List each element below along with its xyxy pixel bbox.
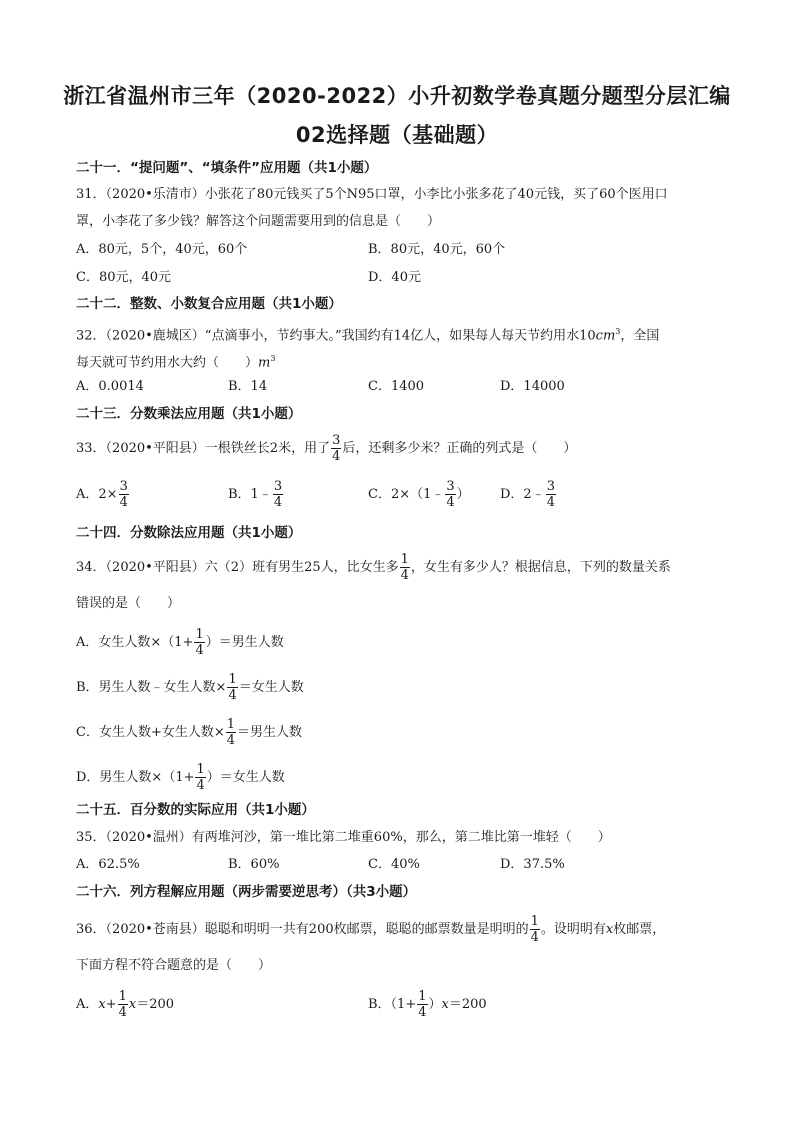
fraction-3-4	[273, 479, 283, 510]
question-35-option-c: C．40%	[368, 857, 420, 872]
question-31-line-2: 罩，小李花了多少钱？解答这个问题需要用到的信息是（ ）	[76, 214, 441, 229]
section-heading-25: 二十五．百分数的实际应用（共1小题）	[76, 802, 315, 818]
fraction-1-4	[118, 989, 128, 1020]
question-33	[76, 433, 576, 464]
option-text: D．2﹣	[500, 487, 545, 502]
option-text: A．2×	[76, 487, 118, 502]
question-34-option-a	[76, 627, 284, 658]
option-text-end: ＝200	[136, 997, 175, 1012]
fraction-1-4	[417, 989, 427, 1020]
fraction-numerator: 1	[226, 717, 236, 732]
fraction-numerator: 3	[332, 433, 341, 448]
option-text: A．女生人数×（1+	[76, 635, 194, 650]
question-34-text-b: ，女生有多少人？根据信息，下列的数量关系	[410, 560, 671, 575]
fraction-numerator: 1	[530, 914, 539, 929]
page-subtitle: 02选择题（基础题）	[295, 123, 499, 147]
unit-cm: cm	[595, 328, 616, 344]
fraction-3-4	[119, 479, 129, 510]
fraction-1-4	[400, 552, 410, 583]
fraction-numerator: 3	[273, 479, 283, 494]
question-33-option-a	[76, 479, 130, 510]
question-35-option-d: D．37.5%	[500, 857, 565, 872]
fraction-1-4	[227, 672, 237, 703]
question-34-option-c	[76, 717, 302, 748]
question-36-text-c: 枚邮票，	[613, 922, 666, 937]
plus-sign: +	[105, 997, 117, 1012]
question-33-text-a: 33．（2020•平阳县）一根铁丝长2米，用了	[76, 441, 331, 456]
fraction-numerator: 1	[400, 552, 409, 567]
question-34-option-d	[76, 762, 285, 793]
option-text-end: ＝男生人数	[237, 725, 303, 740]
option-text: A．	[76, 997, 99, 1012]
question-31-option-d: D．40元	[368, 270, 421, 285]
variable-x: x	[98, 997, 106, 1012]
question-32-text-c: 每天就可节约用水大约（ ）	[76, 355, 259, 371]
option-text-end: ）＝男生人数	[205, 635, 284, 650]
question-31-option-b: B．80元，40元，60个	[368, 242, 506, 257]
question-33-option-d	[500, 479, 557, 510]
question-32-option-a: A．0.0014	[76, 379, 144, 394]
option-text-end: ）	[456, 487, 470, 502]
question-34-line-1	[76, 552, 671, 583]
option-text: C．2×（1﹣	[368, 487, 445, 502]
question-34-line-2: 错误的是（ ）	[76, 596, 181, 611]
section-heading-22: 二十二．整数、小数复合应用题（共1小题）	[76, 296, 342, 312]
question-32-text-a: 32．（2020•鹿城区）“点滴事小，节约事大。”我国约有14亿人，如果每人每天节约用水10	[76, 328, 596, 344]
fraction-denominator: 4	[273, 495, 283, 510]
unit-m: m	[258, 355, 271, 371]
unit-cm-exponent: 3	[615, 327, 621, 336]
fraction-denominator: 4	[226, 733, 236, 748]
section-heading-23: 二十三．分数乘法应用题（共1小题）	[76, 406, 302, 422]
option-text-mid: ）	[428, 997, 442, 1012]
question-36-line-2: 下面方程不符合题意的是（ ）	[76, 958, 272, 973]
fraction-3-4	[445, 479, 455, 510]
fraction-1-4	[195, 762, 205, 793]
option-text: B．男生人数﹣女生人数×	[76, 680, 227, 695]
fraction-numerator: 3	[546, 479, 555, 494]
question-36-option-b	[368, 989, 487, 1020]
question-35: 35．（2020•温州）有两堆河沙，第一堆比第二堆重60%，那么，第二堆比第一堆轻（ ）	[76, 830, 611, 845]
question-36-option-a	[76, 989, 174, 1020]
question-32-option-b: B．14	[228, 379, 268, 394]
option-text-end: ＝女生人数	[238, 680, 304, 695]
fraction-numerator: 1	[196, 762, 205, 777]
fraction-numerator: 1	[228, 672, 237, 687]
question-36-text-b: 。设明明有	[540, 922, 606, 937]
fraction-denominator: 4	[332, 449, 341, 464]
variable-x: x	[441, 997, 449, 1012]
fraction-numerator: 3	[446, 479, 455, 494]
question-31-line-1: 31．（2020•乐清市）小张花了80元钱买了5个N95口罩，小李比小张多花了40元钱，买了60个医用口	[76, 187, 668, 202]
question-36-line-1	[76, 914, 665, 945]
question-31-option-c: C．80元，40元	[76, 270, 172, 285]
option-text: B．1﹣	[228, 487, 272, 502]
question-33-text-b: 后，还剩多少米？正确的列式是（ ）	[342, 441, 577, 456]
question-32-text-b: ，全国	[620, 328, 660, 344]
option-text: B．（1+	[368, 997, 417, 1012]
fraction-denominator: 4	[196, 778, 205, 793]
fraction-1-4	[530, 914, 540, 945]
fraction-numerator: 3	[119, 479, 128, 494]
option-text-end: ＝200	[448, 997, 487, 1012]
question-32-option-d: D．14000	[500, 379, 565, 394]
question-35-option-b: B．60%	[228, 857, 280, 872]
fraction-1-4	[194, 627, 204, 658]
section-heading-21: 二十一．“提问题”、“填条件”应用题（共1小题）	[76, 160, 378, 176]
fraction-denominator: 4	[195, 643, 204, 658]
fraction-numerator: 1	[118, 989, 127, 1004]
section-heading-26: 二十六．列方程解应用题（两步需要逆思考）（共3小题）	[76, 884, 417, 900]
question-34-text-a: 34．（2020•平阳县）六（2）班有男生25人，比女生多	[76, 560, 399, 575]
fraction-denominator: 4	[418, 1005, 427, 1020]
unit-m-exponent: 3	[270, 354, 276, 363]
fraction-denominator: 4	[119, 495, 128, 510]
fraction-denominator: 4	[530, 930, 539, 945]
section-heading-24: 二十四．分数除法应用题（共1小题）	[76, 525, 302, 541]
option-text: C．女生人数+女生人数×	[76, 725, 225, 740]
variable-x: x	[128, 997, 137, 1012]
fraction-3-4	[331, 433, 341, 464]
fraction-denominator: 4	[446, 495, 455, 510]
fraction-3-4	[546, 479, 556, 510]
option-text-end: ）＝女生人数	[206, 770, 285, 785]
variable-x: x	[605, 922, 614, 937]
fraction-1-4	[226, 717, 236, 748]
question-32-option-c: C．1400	[368, 379, 425, 394]
fraction-numerator: 1	[195, 627, 204, 642]
question-36-text-a: 36．（2020•苍南县）聪聪和明明一共有200枚邮票，聪聪的邮票数量是明明的	[76, 922, 529, 937]
question-31-option-a: A．80元，5个，40元，60个	[76, 242, 248, 257]
option-text: D．男生人数×（1+	[76, 770, 195, 785]
question-32-line-1	[76, 322, 659, 346]
fraction-denominator: 4	[546, 495, 555, 510]
page-title: 浙江省温州市三年（2020-2022）小升初数学卷真题分题型分层汇编	[63, 84, 731, 108]
fraction-denominator: 4	[118, 1005, 127, 1020]
fraction-denominator: 4	[400, 568, 409, 583]
question-35-option-a: A．62.5%	[76, 857, 140, 872]
fraction-numerator: 1	[418, 989, 427, 1004]
question-33-option-b	[228, 479, 284, 510]
fraction-denominator: 4	[228, 688, 237, 703]
question-32-line-2	[76, 349, 275, 373]
question-34-option-b	[76, 672, 304, 703]
question-33-option-c	[368, 479, 470, 510]
